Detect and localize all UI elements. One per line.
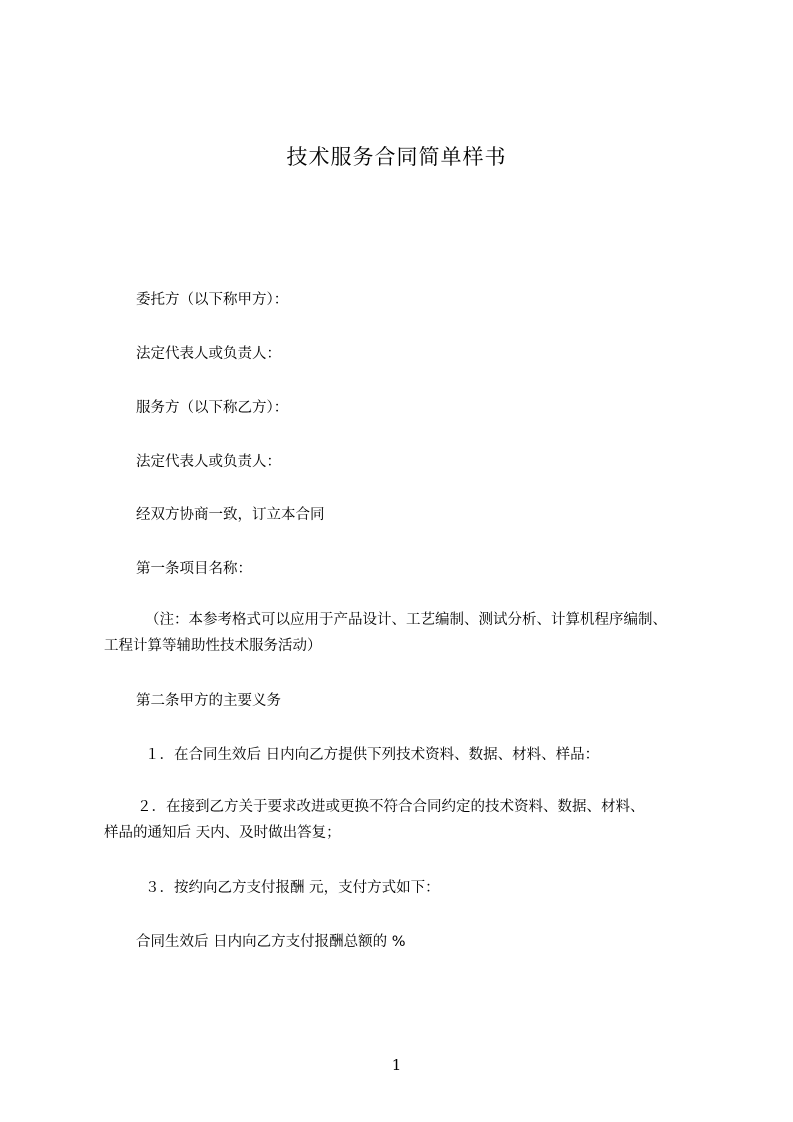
article-1-heading: 第一条项目名称： [136,561,252,577]
obligation-item-2 [104,794,724,846]
document-title: 技术服务合同简单样书 [286,145,507,169]
agreement-line: 经双方协商一致，订立本合同 [136,507,325,523]
article-2-heading: 第二条甲方的主要义务 [136,693,281,709]
page-number: 1 [391,1056,402,1074]
provider-line: 服务方（以下称乙方）： [136,400,289,416]
provider-representative-line: 法定代表人或负责人： [136,454,281,470]
note-paragraph [104,607,724,659]
note-line-1: （注：本参考格式可以应用于产品设计、工艺编制、测试分析、计算机程序编制、 [145,612,667,628]
note-line-2: 工程计算等辅助性技术服务活动） [104,638,322,654]
client-representative-line: 法定代表人或负责人： [136,346,281,362]
obligation-item-1: １．在合同生效后 日内向乙方提供下列技术资料、数据、材料、样品： [145,747,600,763]
client-line: 委托方（以下称甲方）： [136,292,289,308]
obligation-item-2-line-1: ２．在接到乙方关于要求改进或更换不符合合同约定的技术资料、数据、材料、 [137,799,645,815]
obligation-item-2-line-2: 样品的通知后 天内、及时做出答复； [104,825,341,841]
payment-line: 合同生效后 日内向乙方支付报酬总额的 % [136,934,406,950]
obligation-item-3: ３．按约向乙方支付报酬 元，支付方式如下： [145,880,440,896]
